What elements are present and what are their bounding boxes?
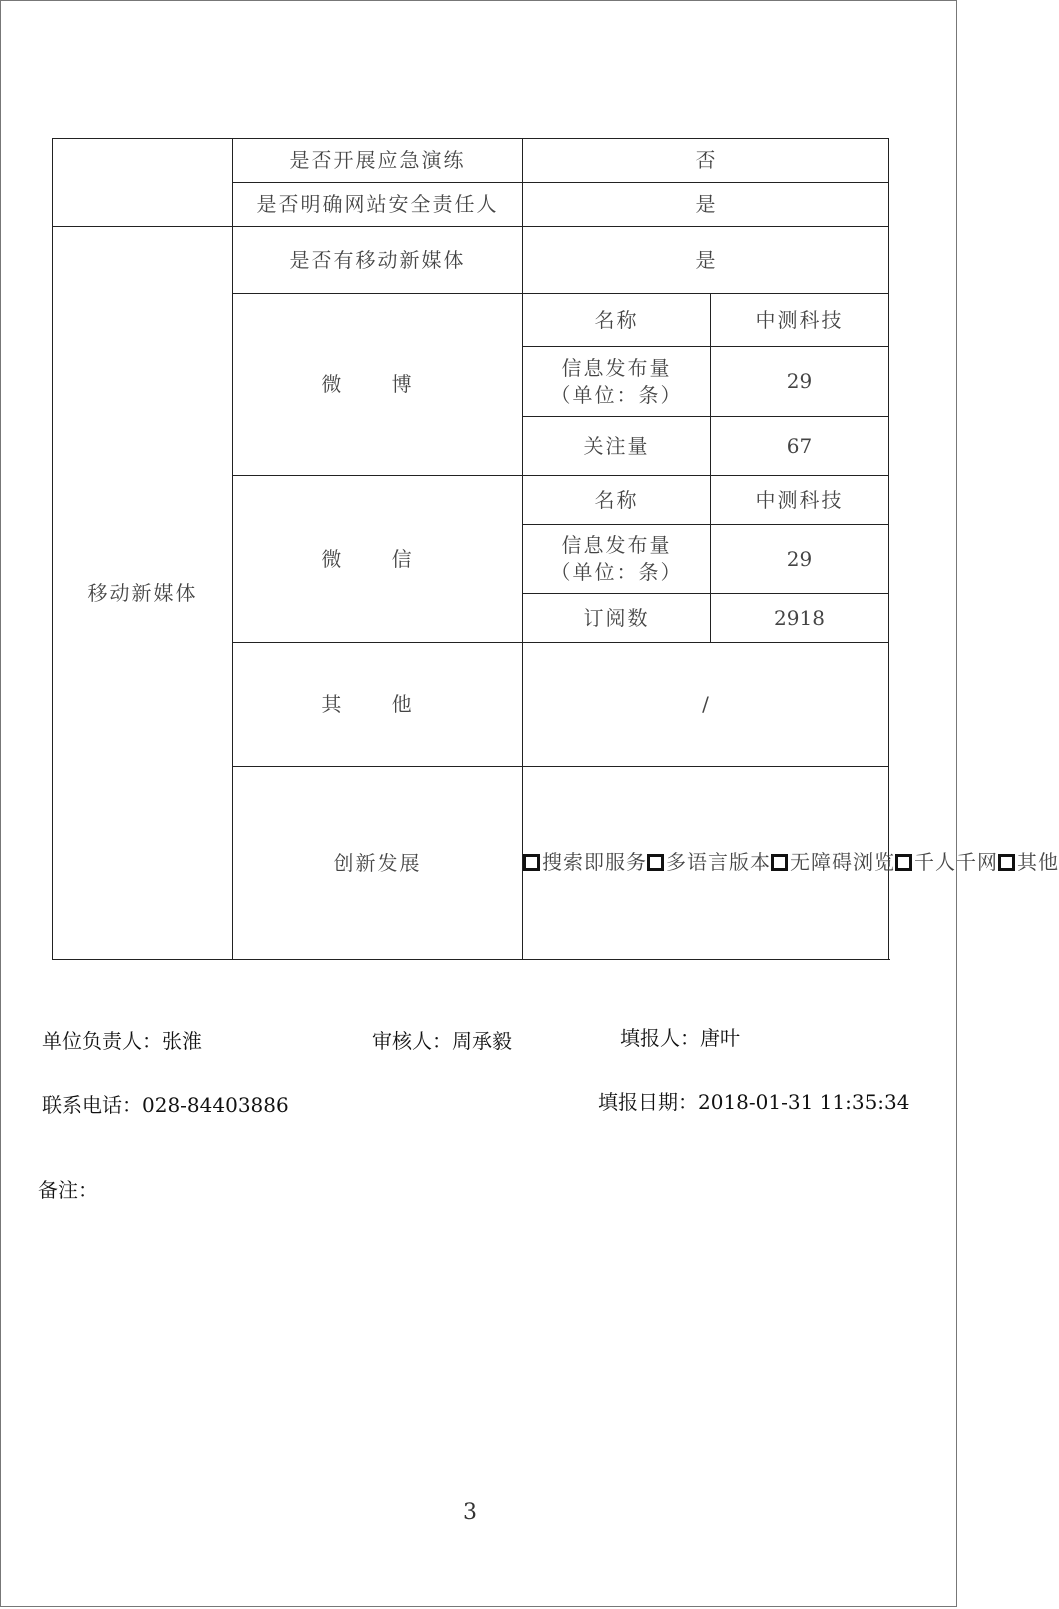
wechat-posts-value: 29	[711, 525, 889, 594]
option-label: 搜索即服务	[542, 849, 647, 874]
weibo-name-label: 名称	[523, 294, 711, 347]
reviewer: 审核人：周承毅	[372, 1029, 512, 1053]
wechat-posts-label-line2: （单位：条）	[550, 560, 683, 584]
option-search-service	[523, 849, 647, 876]
weibo-posts-label-line1: 信息发布量	[561, 355, 672, 380]
option-accessibility	[771, 849, 895, 876]
option-multilanguage	[647, 849, 771, 876]
weibo-name-value: 中测科技	[711, 294, 889, 347]
weibo-posts-label-line2: （单位：条）	[550, 382, 683, 407]
empty-section-cell	[53, 139, 233, 227]
weibo-posts-label	[523, 347, 711, 417]
wechat-posts-label	[523, 525, 711, 594]
weibo-label: 微 博	[233, 294, 523, 476]
other-value: /	[523, 643, 889, 767]
checkbox-icon	[998, 854, 1015, 871]
drill-value: 否	[523, 139, 889, 183]
innovation-options	[523, 767, 1059, 960]
wechat-posts-label-line1: 信息发布量	[561, 533, 672, 557]
wechat-name-value: 中测科技	[711, 476, 889, 525]
wechat-name-label: 名称	[523, 476, 711, 525]
filler: 填报人：唐叶	[620, 1026, 740, 1050]
wechat-label: 微 信	[233, 476, 523, 643]
unit-head: 单位负责人：张淮	[42, 1029, 202, 1053]
option-label: 多语言版本	[666, 849, 771, 874]
table-row	[53, 139, 889, 183]
option-label: 无障碍浏览	[790, 849, 895, 874]
checkbox-icon	[523, 854, 540, 871]
option-label: 千人千网	[914, 849, 998, 874]
remarks: 备注：	[38, 1178, 98, 1202]
report-table	[52, 138, 1059, 960]
has-media-label: 是否有移动新媒体	[233, 227, 523, 294]
other-label: 其 他	[233, 643, 523, 767]
checkbox-icon	[895, 854, 912, 871]
security-label: 是否明确网站安全责任人	[233, 183, 523, 227]
report-date: 填报日期：2018-01-31 11:35:34	[598, 1090, 910, 1114]
page-number: 3	[463, 1500, 477, 1525]
checkbox-icon	[647, 854, 664, 871]
option-label: 其他	[1017, 849, 1059, 874]
drill-label: 是否开展应急演练	[233, 139, 523, 183]
has-media-value: 是	[523, 227, 889, 294]
media-section-label: 移动新媒体	[53, 227, 233, 960]
security-value: 是	[523, 183, 889, 227]
table-row	[53, 227, 889, 294]
weibo-followers-label: 关注量	[523, 417, 711, 476]
weibo-followers-value: 67	[711, 417, 889, 476]
checkbox-icon	[771, 854, 788, 871]
weibo-posts-value: 29	[711, 347, 889, 417]
wechat-subscribers-value: 2918	[711, 594, 889, 643]
option-personalized	[895, 849, 998, 876]
innovation-section-label: 创新发展	[233, 767, 523, 960]
contact-phone: 联系电话：028-84403886	[42, 1093, 289, 1117]
wechat-subscribers-label: 订阅数	[523, 594, 711, 643]
option-other	[998, 849, 1059, 876]
